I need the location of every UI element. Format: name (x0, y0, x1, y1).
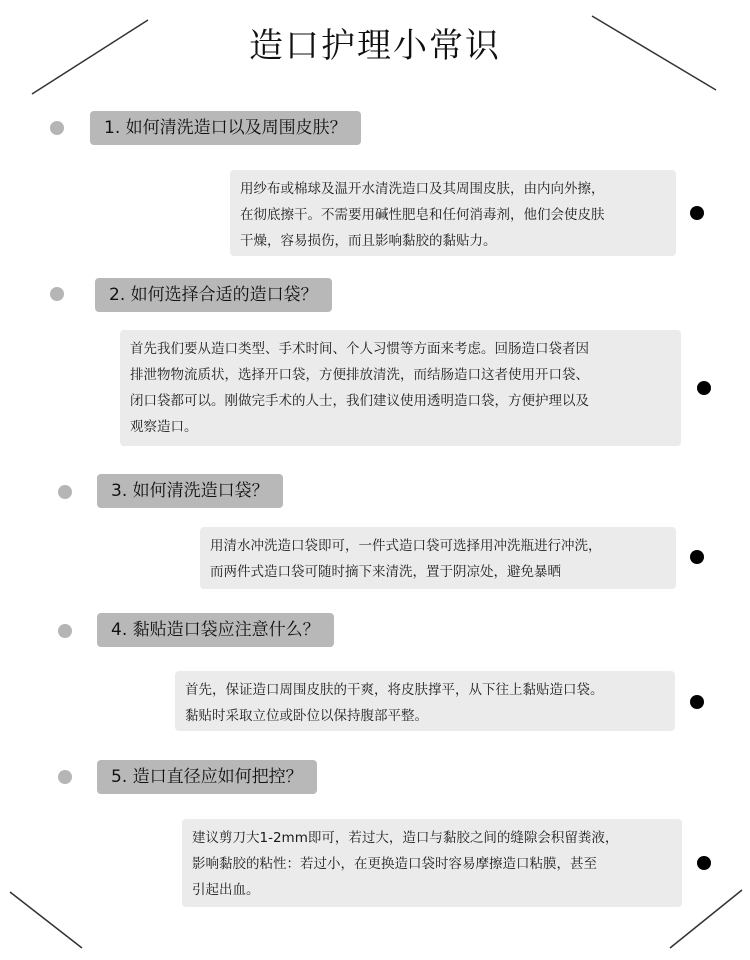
question-1: 1. 如何清洗造口以及周围皮肤？ (90, 111, 361, 145)
answer-bullet-5 (697, 856, 711, 870)
page-title: 造口护理小常识 (249, 26, 501, 66)
answer-4: 首先，保证造口周围皮肤的干爽，将皮肤撑平，从下往上黏贴造口袋。 黏贴时采取立位或卧位以保持腹部平整。 (175, 671, 675, 731)
answer-bullet-2 (697, 381, 711, 395)
question-4: 4. 黏贴造口袋应注意什么？ (97, 613, 334, 647)
answer-3: 用清水冲洗造口袋即可，一件式造口袋可选择用冲洗瓶进行冲洗， 而两件式造口袋可随时摘下来清洗，置于阴凉处，避免暴晒 (200, 527, 676, 589)
question-3: 3. 如何清洗造口袋？ (97, 474, 283, 508)
answer-bullet-4 (690, 695, 704, 709)
question-5: 5. 造口直径应如何把控？ (97, 760, 317, 794)
question-bullet-3 (58, 485, 72, 499)
question-bullet-2 (50, 287, 64, 301)
question-2: 2. 如何选择合适的造口袋？ (95, 278, 332, 312)
answer-bullet-1 (690, 206, 704, 220)
question-bullet-1 (50, 121, 64, 135)
answer-bullet-3 (690, 550, 704, 564)
question-bullet-5 (58, 770, 72, 784)
answer-2: 首先我们要从造口类型、手术时间、个人习惯等方面来考虑。回肠造口袋者因 排泄物物流质状，选择开口袋，方便排放清洗，而结肠造口这者使用开口袋、 闭口袋都可以。刚做完手术的人士，我们建议使用透明造口袋，方便护理以及 观察造口。 (120, 330, 681, 446)
answer-1: 用纱布或棉球及温开水清洗造口及其周围皮肤，由内向外擦， 在彻底擦干。不需要用碱性肥皂和任何消毒剂，他们会使皮肤 干燥，容易损伤，而且影响黏胶的黏贴力。 (230, 170, 676, 256)
corner-line-bottom-left (8, 890, 88, 952)
answer-5: 建议剪刀大1-2mm即可，若过大，造口与黏胶之间的缝隙会积留粪液， 影响黏胶的粘性：若过小，在更换造口袋时容易摩擦造口粘膜，甚至 引起出血。 (182, 819, 682, 907)
question-bullet-4 (58, 624, 72, 638)
